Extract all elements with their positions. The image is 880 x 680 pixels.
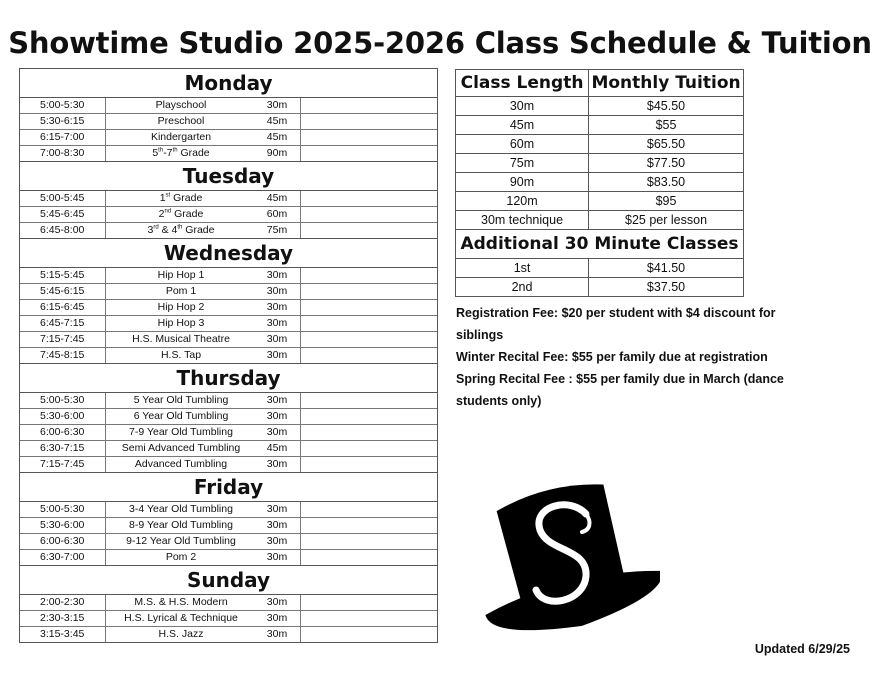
class-length: 30m [256, 268, 301, 283]
empty-cell [301, 98, 437, 113]
schedule-row [20, 595, 437, 611]
day-heading: Thursday [20, 363, 437, 393]
class-name: 8-9 Year Old Tumbling [129, 519, 233, 531]
class-time: 7:15-7:45 [20, 457, 106, 472]
class-length: 45m [256, 191, 301, 206]
schedule-row [20, 130, 437, 146]
empty-cell [301, 595, 437, 610]
empty-cell [301, 284, 437, 299]
class-time: 2:00-2:30 [20, 595, 106, 610]
price-cell: $55 [589, 116, 744, 135]
class-name: 3rd & 4th Grade [147, 224, 215, 236]
class-name: Semi Advanced Tumbling [121, 442, 241, 454]
class-name: H.S. Jazz [158, 628, 204, 640]
empty-cell [301, 393, 437, 408]
class-time: 2:30-3:15 [20, 611, 106, 626]
empty-cell [301, 518, 437, 533]
class-name: 5th-7th Grade [152, 147, 210, 159]
schedule-row [20, 534, 437, 550]
class-time: 5:00-5:45 [20, 191, 106, 206]
empty-cell [301, 114, 437, 129]
class-time: 5:45-6:15 [20, 284, 106, 299]
empty-cell [301, 268, 437, 283]
class-time: 6:30-7:00 [20, 550, 106, 565]
tuition-row [456, 211, 744, 230]
class-name: M.S. & H.S. Modern [134, 596, 228, 608]
tuition-table [455, 69, 744, 297]
class-name: 2nd Grade [158, 208, 204, 220]
class-time: 6:15-6:45 [20, 300, 106, 315]
class-name: 3-4 Year Old Tumbling [129, 503, 233, 515]
winter-recital-fee: Winter Recital Fee: $55 per family due at registration [456, 350, 768, 364]
tuition-row [456, 154, 744, 173]
empty-cell [301, 627, 437, 642]
class-name: 9-12 Year Old Tumbling [126, 535, 236, 547]
empty-cell [301, 425, 437, 440]
schedule-row [20, 300, 437, 316]
price-cell: $83.50 [589, 173, 744, 192]
price-cell: $77.50 [589, 154, 744, 173]
length-cell: 90m [456, 173, 589, 192]
class-name: Hip Hop 2 [157, 301, 205, 313]
schedule-row [20, 207, 437, 223]
schedule-row [20, 284, 437, 300]
tuition-row [456, 135, 744, 154]
class-time: 7:00-8:30 [20, 146, 106, 161]
schedule-row [20, 409, 437, 425]
class-length: 30m [256, 425, 301, 440]
empty-cell [301, 441, 437, 456]
class-name: H.S. Tap [160, 349, 202, 361]
price-cell: $45.50 [589, 97, 744, 116]
empty-cell [301, 207, 437, 222]
class-name: H.S. Lyrical & Technique [124, 612, 238, 624]
price-cell: $65.50 [589, 135, 744, 154]
class-time: 6:00-6:30 [20, 534, 106, 549]
empty-cell [301, 502, 437, 517]
length-cell: 1st [456, 259, 589, 278]
empty-cell [301, 223, 437, 238]
class-time: 5:30-6:00 [20, 409, 106, 424]
empty-cell [301, 409, 437, 424]
class-time: 5:45-6:45 [20, 207, 106, 222]
length-cell: 120m [456, 192, 589, 211]
schedule-row [20, 393, 437, 409]
class-schedule [19, 68, 438, 643]
page-title: Showtime Studio 2025-2026 Class Schedule & Tuition [8, 26, 872, 60]
class-time: 7:15-7:45 [20, 332, 106, 347]
length-cell: 30m technique [456, 211, 589, 230]
empty-cell [301, 550, 437, 565]
day-heading: Sunday [20, 565, 437, 595]
class-time: 6:30-7:15 [20, 441, 106, 456]
empty-cell [301, 457, 437, 472]
class-length: 60m [256, 207, 301, 222]
class-length: 30m [256, 627, 301, 642]
schedule-row [20, 223, 437, 238]
class-time: 5:30-6:00 [20, 518, 106, 533]
class-name: Pom 1 [165, 285, 197, 297]
class-length: 30m [256, 316, 301, 331]
class-length: 45m [256, 441, 301, 456]
empty-cell [301, 611, 437, 626]
additional-classes-header: Additional 30 Minute Classes [456, 230, 744, 259]
spring-recital-fee: Spring Recital Fee : $55 per family due in March (dance students only) [456, 372, 784, 408]
schedule-row [20, 627, 437, 642]
tuition-row [456, 97, 744, 116]
tuition-row [456, 259, 744, 278]
tuition-rows [456, 97, 744, 230]
length-cell: 60m [456, 135, 589, 154]
day-block-tuesday [20, 161, 437, 238]
schedule-row [20, 348, 437, 363]
day-block-sunday [20, 565, 437, 642]
class-length: 30m [256, 518, 301, 533]
class-name: Pom 2 [165, 551, 197, 563]
price-cell: $95 [589, 192, 744, 211]
class-length: 30m [256, 393, 301, 408]
top-hat-logo-icon [470, 478, 660, 638]
class-time: 6:45-7:15 [20, 316, 106, 331]
schedule-row [20, 550, 437, 565]
additional-rows [456, 259, 744, 297]
tuition-row [456, 192, 744, 211]
empty-cell [301, 332, 437, 347]
price-cell: $37.50 [589, 278, 744, 297]
class-time: 5:00-5:30 [20, 98, 106, 113]
class-length: 30m [256, 409, 301, 424]
length-cell: 30m [456, 97, 589, 116]
schedule-row [20, 146, 437, 161]
class-time: 6:00-6:30 [20, 425, 106, 440]
class-time: 6:15-7:00 [20, 130, 106, 145]
schedule-row [20, 611, 437, 627]
class-length: 45m [256, 114, 301, 129]
empty-cell [301, 130, 437, 145]
empty-cell [301, 300, 437, 315]
day-heading: Wednesday [20, 238, 437, 268]
class-name: 7-9 Year Old Tumbling [129, 426, 233, 438]
class-name: 5 Year Old Tumbling [133, 394, 229, 406]
class-length: 45m [256, 130, 301, 145]
day-block-friday [20, 472, 437, 565]
tuition-header-row [456, 70, 744, 97]
updated-date: Updated 6/29/25 [754, 642, 850, 656]
class-length-header: Class Length [456, 70, 589, 97]
price-cell: $25 per lesson [589, 211, 744, 230]
class-name: Hip Hop 1 [157, 269, 205, 281]
day-block-thursday [20, 363, 437, 472]
empty-cell [301, 534, 437, 549]
schedule-row [20, 114, 437, 130]
length-cell: 75m [456, 154, 589, 173]
class-length: 75m [256, 223, 301, 238]
monthly-tuition-header: Monthly Tuition [589, 70, 744, 97]
class-time: 5:15-5:45 [20, 268, 106, 283]
class-length: 30m [256, 550, 301, 565]
empty-cell [301, 316, 437, 331]
class-time: 5:00-5:30 [20, 502, 106, 517]
schedule-row [20, 518, 437, 534]
class-name: 1st Grade [159, 192, 203, 204]
class-length: 90m [256, 146, 301, 161]
class-name: Kindergarten [150, 131, 212, 143]
day-heading: Tuesday [20, 161, 437, 191]
tuition-row [456, 278, 744, 297]
tuition-row [456, 116, 744, 135]
length-cell: 2nd [456, 278, 589, 297]
schedule-row [20, 502, 437, 518]
empty-cell [301, 191, 437, 206]
class-length: 30m [256, 611, 301, 626]
day-heading: Friday [20, 472, 437, 502]
class-length: 30m [256, 534, 301, 549]
class-time: 6:45-8:00 [20, 223, 106, 238]
schedule-row [20, 191, 437, 207]
schedule-row [20, 425, 437, 441]
day-block-wednesday [20, 238, 437, 363]
length-cell: 45m [456, 116, 589, 135]
schedule-row [20, 441, 437, 457]
class-name: Advanced Tumbling [134, 458, 228, 470]
day-block-monday [20, 69, 437, 161]
class-length: 30m [256, 284, 301, 299]
empty-cell [301, 348, 437, 363]
class-length: 30m [256, 332, 301, 347]
class-length: 30m [256, 457, 301, 472]
class-time: 5:30-6:15 [20, 114, 106, 129]
fee-notes [456, 302, 786, 412]
class-name: 6 Year Old Tumbling [133, 410, 229, 422]
class-name: Hip Hop 3 [157, 317, 205, 329]
schedule-row [20, 316, 437, 332]
class-time: 7:45-8:15 [20, 348, 106, 363]
empty-cell [301, 146, 437, 161]
registration-fee: Registration Fee: $20 per student with $4 discount for siblings [456, 306, 776, 342]
class-name: Playschool [155, 99, 207, 111]
day-heading: Monday [20, 69, 437, 98]
class-name: H.S. Musical Theatre [132, 333, 230, 345]
class-length: 30m [256, 98, 301, 113]
schedule-row [20, 457, 437, 472]
price-cell: $41.50 [589, 259, 744, 278]
class-name: Preschool [157, 115, 205, 127]
class-length: 30m [256, 502, 301, 517]
tuition-row [456, 173, 744, 192]
schedule-row [20, 332, 437, 348]
additional-header-row [456, 230, 744, 259]
class-time: 3:15-3:45 [20, 627, 106, 642]
class-length: 30m [256, 595, 301, 610]
schedule-row [20, 98, 437, 114]
class-length: 30m [256, 348, 301, 363]
schedule-row [20, 268, 437, 284]
class-length: 30m [256, 300, 301, 315]
class-time: 5:00-5:30 [20, 393, 106, 408]
